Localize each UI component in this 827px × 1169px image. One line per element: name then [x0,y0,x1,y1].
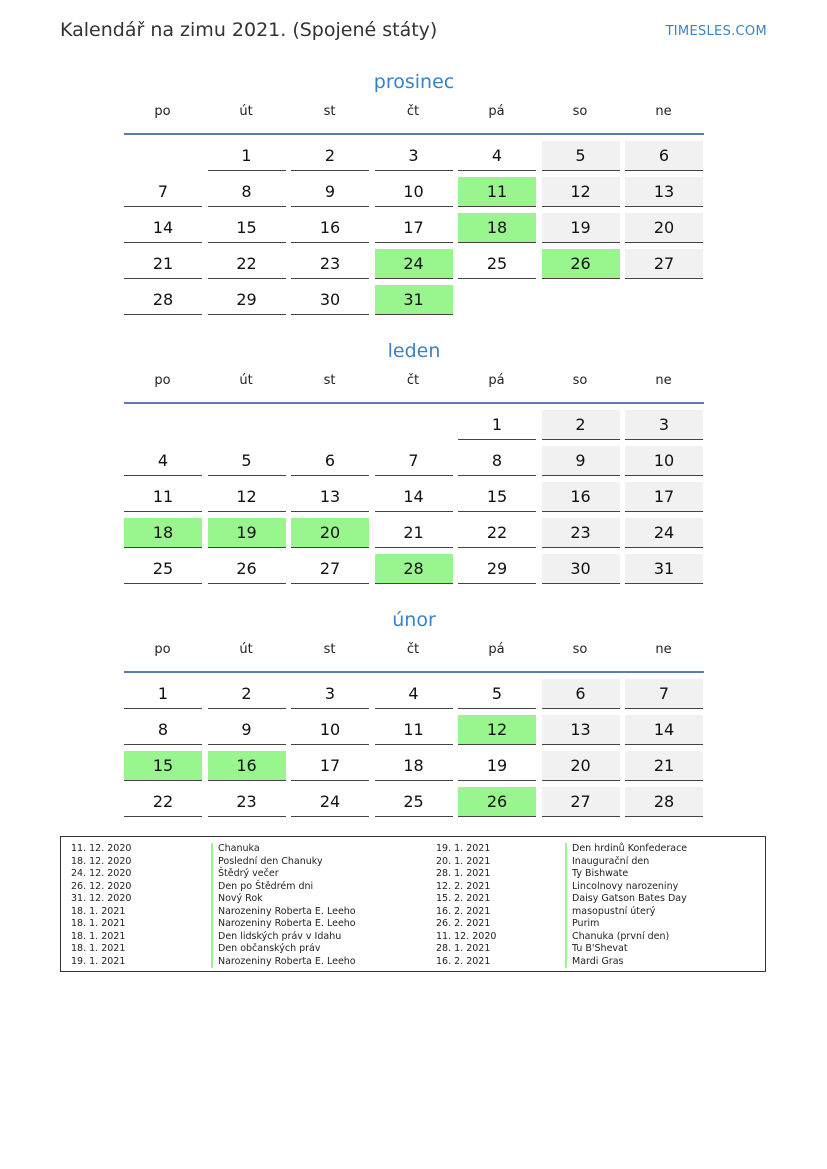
day-cell[interactable]: 28 [625,787,703,817]
legend-holiday-name: Narozeniny Roberta E. Leeho [211,918,356,931]
legend-holiday-name: Nový Rok [211,893,263,906]
day-cell[interactable]: 22 [458,518,536,548]
weekday-header [124,642,704,668]
day-cell[interactable]: 1 [208,141,286,171]
month-name: leden [387,340,441,362]
day-cell[interactable]: 8 [458,446,536,476]
day-cell[interactable]: 6 [542,679,620,709]
legend-holiday-name: Poslední den Chanuky [211,856,323,869]
day-cell[interactable]: 4 [124,446,202,476]
weekday-label: po [154,642,171,657]
legend-holiday-name: masopustní úterý [565,906,655,919]
day-cell[interactable]: 14 [375,482,453,512]
legend-date: 18. 1. 2021 [71,905,126,917]
legend-date: 26. 12. 2020 [71,880,132,892]
weekday-label: čt [406,642,420,657]
day-cell[interactable]: 6 [625,141,703,171]
month-name: prosinec [373,71,455,93]
month-name: únor [392,609,436,631]
weekday-label: st [323,642,336,657]
day-cell[interactable]: 24 [291,787,369,817]
weekday-label: pá [488,642,505,657]
legend-holiday-name: Den hrdinů Konfederace [565,843,687,856]
holiday-day-cell[interactable]: 11 [458,177,536,207]
legend-holiday-name: Tu B'Shevat [565,943,628,956]
legend-date: 16. 2. 2021 [436,955,491,967]
legend-holiday-name: Narozeniny Roberta E. Leeho [211,956,356,969]
day-cell[interactable]: 4 [375,679,453,709]
legend-date: 18. 1. 2021 [71,943,126,954]
legend-date: 16. 2. 2021 [436,905,491,917]
legend-holiday-name: Mardi Gras [565,956,624,969]
legend-date: 18. 12. 2020 [71,855,132,867]
day-cell[interactable]: 2 [542,410,620,440]
day-cell[interactable]: 25 [458,249,536,279]
day-cell[interactable]: 28 [124,285,202,315]
weekday-label: út [239,642,253,657]
day-cell[interactable]: 16 [542,482,620,512]
legend-date: 11. 12. 2020 [71,843,132,854]
weekday-label: po [154,373,171,388]
day-cell[interactable]: 1 [124,679,202,709]
day-cell[interactable]: 10 [291,715,369,745]
day-cell[interactable]: 11 [124,482,202,512]
weekday-header [124,104,704,130]
legend-holiday-name: Štědrý večer [211,868,279,881]
day-cell[interactable]: 5 [208,446,286,476]
day-cell[interactable]: 5 [542,141,620,171]
day-cell[interactable]: 23 [542,518,620,548]
weekday-label: so [572,104,588,119]
holiday-day-cell[interactable]: 15 [124,751,202,781]
day-cell[interactable]: 9 [542,446,620,476]
day-cell[interactable]: 12 [542,177,620,207]
day-cell[interactable]: 7 [375,446,453,476]
weekday-label: út [239,104,253,119]
day-cell[interactable]: 14 [124,213,202,243]
day-cell[interactable]: 21 [375,518,453,548]
legend-date: 28. 1. 2021 [436,868,491,879]
day-cell[interactable]: 22 [208,249,286,279]
weekday-label: ne [655,642,672,657]
legend-date: 19. 1. 2021 [71,955,126,967]
legend-date: 12. 2. 2021 [436,880,491,892]
weekday-label: po [154,104,171,119]
day-cell[interactable]: 23 [208,787,286,817]
legend-holiday-name: Chanuka (první den) [565,931,669,944]
day-cell[interactable]: 29 [208,285,286,315]
holiday-day-cell[interactable]: 12 [458,715,536,745]
day-cell[interactable]: 8 [124,715,202,745]
day-cell[interactable]: 9 [208,715,286,745]
legend-holiday-name: Den po Štědrém dni [211,881,313,894]
day-cell[interactable]: 25 [124,554,202,584]
weekday-label: st [323,373,336,388]
holiday-day-cell[interactable]: 16 [208,751,286,781]
day-cell[interactable]: 2 [291,141,369,171]
day-cell[interactable]: 10 [375,177,453,207]
site-logo-text[interactable]: TIMESLES.COM [665,24,767,39]
day-cell[interactable]: 27 [542,787,620,817]
weekday-header [124,373,704,399]
legend-date: 28. 1. 2021 [436,943,491,954]
weekday-label: út [239,373,253,388]
day-cell[interactable]: 30 [291,285,369,315]
legend-date: 31. 12. 2020 [71,893,132,904]
day-cell[interactable]: 20 [625,213,703,243]
legend-holiday-name: Den občanských práv [211,943,321,956]
day-cell[interactable]: 18 [375,751,453,781]
holiday-day-cell[interactable]: 28 [375,554,453,584]
day-cell[interactable]: 21 [124,249,202,279]
day-cell[interactable]: 19 [458,751,536,781]
day-cell[interactable]: 13 [625,177,703,207]
day-cell[interactable]: 30 [542,554,620,584]
day-cell[interactable]: 22 [124,787,202,817]
weekday-label: so [572,642,588,657]
holiday-day-cell[interactable]: 19 [208,518,286,548]
weekday-label: čt [406,104,420,119]
day-cell[interactable]: 15 [458,482,536,512]
day-cell[interactable]: 25 [375,787,453,817]
day-cell[interactable]: 13 [542,715,620,745]
legend-date: 20. 1. 2021 [436,855,491,867]
day-cell[interactable]: 7 [124,177,202,207]
month-february [124,606,704,823]
legend-holiday-name: Daisy Gatson Bates Day [565,893,687,906]
day-cell[interactable]: 10 [625,446,703,476]
day-cell[interactable]: 16 [291,213,369,243]
day-cell[interactable]: 17 [625,482,703,512]
day-cell[interactable]: 24 [625,518,703,548]
weekday-label: pá [488,104,505,119]
day-grid [124,404,704,590]
day-cell[interactable]: 27 [625,249,703,279]
day-cell[interactable]: 17 [291,751,369,781]
weekday-label: st [323,104,336,119]
day-cell[interactable]: 19 [542,213,620,243]
day-cell[interactable]: 23 [291,249,369,279]
day-cell[interactable]: 2 [208,679,286,709]
holiday-day-cell[interactable]: 18 [458,213,536,243]
day-cell[interactable]: 27 [291,554,369,584]
legend-holiday-name: Chanuka [211,843,260,856]
day-cell[interactable]: 4 [458,141,536,171]
day-cell[interactable]: 17 [375,213,453,243]
page-title: Kalendář na zimu 2021. (Spojené státy) [60,19,438,41]
day-cell[interactable]: 29 [458,554,536,584]
month-december [124,68,704,321]
legend-holiday-name: Purim [565,918,599,931]
weekday-label: čt [406,373,420,388]
legend-date: 19. 1. 2021 [436,843,491,854]
holiday-day-cell[interactable]: 31 [375,285,453,315]
day-cell[interactable]: 12 [208,482,286,512]
day-cell[interactable]: 5 [458,679,536,709]
holiday-legend [60,836,766,972]
weekday-label: ne [655,373,672,388]
day-grid [124,135,704,321]
day-cell[interactable]: 3 [375,141,453,171]
weekday-label: ne [655,104,672,119]
legend-date: 18. 1. 2021 [71,930,126,942]
day-cell[interactable]: 8 [208,177,286,207]
day-cell[interactable]: 13 [291,482,369,512]
day-cell[interactable]: 9 [291,177,369,207]
day-cell[interactable]: 31 [625,554,703,584]
day-cell[interactable]: 15 [208,213,286,243]
holiday-day-cell[interactable]: 26 [458,787,536,817]
holiday-day-cell[interactable]: 24 [375,249,453,279]
day-cell[interactable]: 21 [625,751,703,781]
legend-date: 11. 12. 2020 [436,930,497,942]
day-cell[interactable]: 7 [625,679,703,709]
holiday-day-cell[interactable]: 18 [124,518,202,548]
day-grid [124,673,704,823]
legend-holiday-name: Narozeniny Roberta E. Leeho [211,906,356,919]
legend-holiday-name: Ty Bishwate [565,868,628,881]
legend-holiday-name: Den lidských práv v Idahu [211,931,341,944]
day-cell[interactable]: 14 [625,715,703,745]
legend-holiday-name: Lincolnovy narozeniny [565,881,678,894]
day-cell[interactable]: 26 [208,554,286,584]
legend-date: 26. 2. 2021 [436,918,491,929]
weekday-label: pá [488,373,505,388]
day-cell[interactable]: 11 [375,715,453,745]
legend-holiday-name: Inaugurační den [565,856,649,869]
month-january [124,337,704,590]
weekday-label: so [572,373,588,388]
day-cell[interactable]: 3 [625,410,703,440]
legend-date: 15. 2. 2021 [436,893,491,904]
holiday-day-cell[interactable]: 26 [542,249,620,279]
day-cell[interactable]: 6 [291,446,369,476]
day-cell[interactable]: 3 [291,679,369,709]
holiday-day-cell[interactable]: 20 [291,518,369,548]
day-cell[interactable]: 20 [542,751,620,781]
legend-date: 18. 1. 2021 [71,918,126,929]
day-cell[interactable]: 1 [458,410,536,440]
legend-date: 24. 12. 2020 [71,868,132,879]
